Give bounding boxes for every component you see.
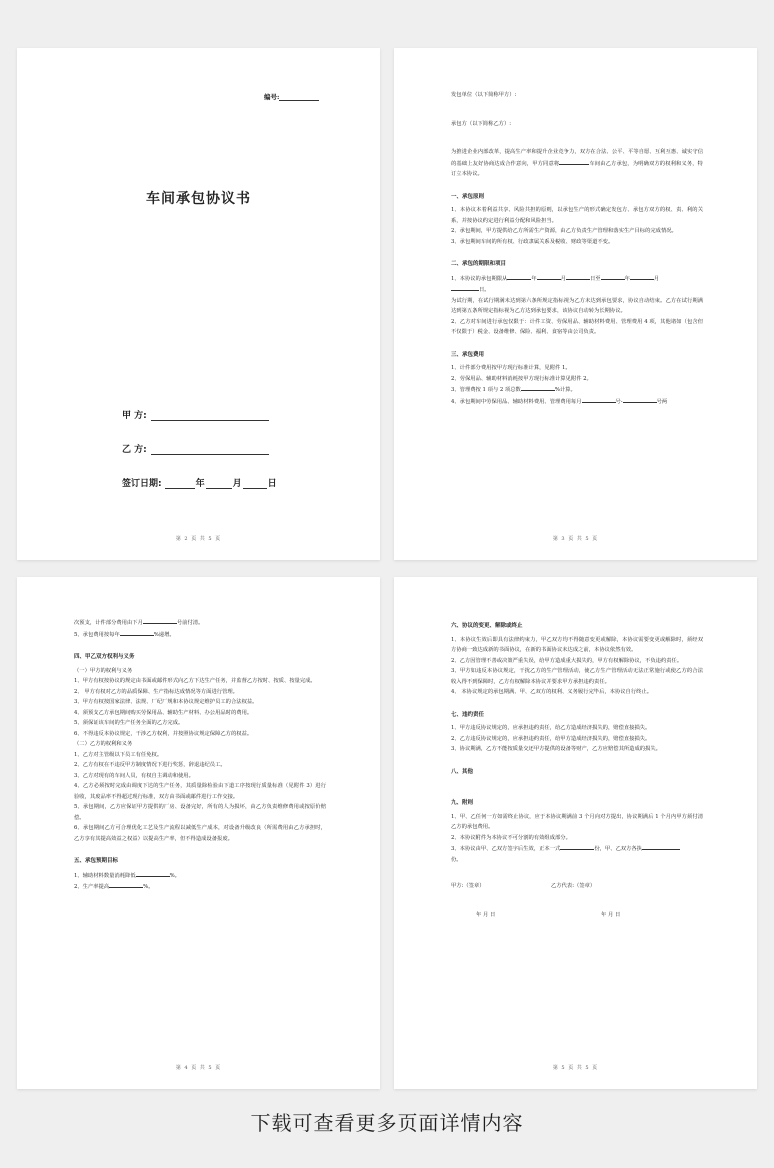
section-heading: 六、协议的变更、解除或终止 — [451, 623, 523, 629]
clause: 5、承包期间，乙方应保证甲方提供的厂房、设备完好，所有的人为损坏，由乙方负责维修费用或按原价赔偿。 — [74, 804, 326, 821]
clause: 3、协议期满，乙方不能按质量交还甲方提供的设备等财产，乙方应赔偿其所造成的损失。 — [451, 746, 661, 752]
clause: 2、乙方违反协议规定的，应承担违约责任，给甲方造成经济损失的，赔偿直接损失。 — [451, 735, 651, 742]
clause: 次预支，计件部分费用由下月 号前付清。 — [74, 617, 326, 629]
clause: 2、生产率提高 %。 — [74, 881, 326, 893]
clause: 1、本协议生效后即具有法律约束力，甲乙双方均不得随意变更或解除，本协议需要变更或解除时，须经双方协商一致达成新的书面协议，在新的书面协议未达成之前，本协议依然有效。 — [451, 636, 703, 653]
document-title: 车间承包协议书 — [146, 191, 251, 207]
clause: 2、乙方有权在不违反甲方制度情况下进行奖惩，辞退违纪员工。 — [74, 762, 226, 768]
page-content — [451, 90, 703, 407]
page-footer: 第 3 页 共 5 页 — [552, 536, 599, 542]
clause: 2、乙方因管理不善或决策严重失误，给甲方造成重大损失的，甲方有权解除协议，不负违约责任。 — [451, 657, 683, 664]
clause: 3、甲方有权按国家法律、法规、厂纪厂规和本协议规定维护员工的合法权益。 — [74, 699, 258, 705]
clause: 1、本协议的承包期限从 年 月 日至 年 月 日。 — [451, 273, 703, 296]
clause: 4、须预支乙方承包期间购买劳保用品、辅助生产材料、办公用品时的费用。 — [74, 709, 253, 716]
document-page-3 — [394, 48, 757, 560]
clause: 1、计件部分费用按甲方现行标准计算，见附件 1。 — [451, 365, 571, 371]
clause: 1、辅助材料数量消耗降低 %。 — [74, 870, 326, 882]
code-field — [264, 92, 319, 101]
clause: 4、 本协议规定的承包期满、甲、乙双方的权利、义务履行完毕后，本协议自行终止。 — [451, 689, 653, 695]
sign-date-label: 签订日期: — [122, 479, 162, 489]
subsection-heading: （二）乙方的权利和义务 — [74, 741, 133, 747]
signature-date-row — [451, 910, 703, 921]
clause: 3、乙方对现有的车间人员，有权自主调动和使用。 — [74, 772, 194, 779]
clause: 1、乙方对主管级以下员工有任免权。 — [74, 751, 163, 758]
document-page-4 — [17, 577, 380, 1089]
section-heading: 四、甲乙双方权利与义务 — [74, 654, 135, 660]
contractee-line: 承包方（以下简称乙方）: — [451, 120, 512, 127]
subsection-heading: （一）甲方的权利与义务 — [74, 667, 133, 674]
party-a-blank — [151, 410, 269, 421]
clause: 为试行期，在试行期满未达到第六条所规定指标视为乙方未达到承包要求，协议自动结束。乙方在试行期满达到第五条所规定指标视为乙方达到承包要求，该协议自动转为长期协议。 — [451, 297, 703, 314]
page-footer: 第 4 页 共 5 页 — [175, 1065, 222, 1071]
party-b-date: 年 月 日 — [601, 911, 621, 918]
section-heading: 二、承包的期限和项目 — [451, 261, 507, 267]
section-heading: 一、承包原则 — [451, 193, 485, 200]
page-footer: 第 5 页 共 5 页 — [552, 1065, 599, 1071]
clause: 2、 甲方有权对乙方的品质保障、生产指标达成情况等方面进行管理。 — [74, 688, 238, 695]
clause: 2、承包期间，甲方提供给乙方所需生产资源，由乙方负责生产管理和落实生产目标的完成情况。 — [451, 228, 677, 234]
party-a-field — [122, 408, 269, 421]
intro-paragraph: 为推进企业内部改革，提高生产率和提升企业竞争力，双方在合法、公平、平等自愿、互利互惠、诚实守信的基础上友好协商达成合作意向，甲方同意将 车间由乙方承包，为明确双方的权利和义务，特订立本协议。 — [451, 149, 703, 177]
section-heading: 七、违约责任 — [451, 711, 485, 718]
clause: 2、乙方对车间进行承包仅限于：计件工资、劳保用品、辅助材料费用、管理费用 4 项，其他诸如（包含但不仅限于）税金、设备维修、保险、福利、食宿等由公司负责。 — [451, 318, 703, 335]
code-blank — [279, 93, 319, 101]
download-caption: 下载可查看更多页面详情内容 — [250, 1111, 524, 1135]
document-page-5 — [394, 577, 757, 1089]
section-heading: 五、承包预期目标 — [74, 858, 119, 864]
page-content — [451, 617, 703, 920]
party-b-field — [122, 442, 269, 455]
party-b-blank — [151, 444, 269, 455]
party-b-signature: 乙方代表:（签章） — [551, 883, 596, 889]
clause: 1、本协议本着利益共享、风险共担的原则，以承包生产的形式确定发包方、承包方双方的权、责、利的关系，并按协议约定进行利益分配和风险担当。 — [451, 207, 703, 224]
page-footer: 第 2 页 共 5 页 — [175, 536, 222, 542]
party-a-label: 甲 方: — [122, 411, 147, 421]
clause: 4、乙方必须按时完成由调度下达的生产任务，其质量除检验由下道工序按现行质量标准（见附件 3）进行验收，其废品率不得超过现行标准，双方由书面或邮件进行工作交接。 — [74, 783, 326, 800]
clause: 6、承包期间乙方可合理优化工艺及生产流程以减低生产成本，对设备升级改良（所需费用由乙方承担时，乙方享有其提高效益之权益）以提高生产率，但不得造成设备报废。 — [74, 825, 326, 842]
party-a-signature: 甲方:（签章） — [451, 883, 485, 889]
clause: 3、本协议由甲、乙双方签字后生效，正本一式 份，甲、乙双方各执 份。 — [451, 843, 703, 865]
section-heading: 九、附则 — [451, 800, 474, 806]
clause: 5、须保证该车间的生产任务全面的乙方完成。 — [74, 720, 184, 726]
cover-page — [17, 48, 380, 560]
clause: 3、甲方如违反本协议规定，干扰乙方的生产管理活动，使乙方生产管理活动无法正常施行或使乙方的合法收入得不到保障时，乙方有权解除本协议并要求甲方承担违约责任。 — [451, 668, 703, 685]
clause: 1、甲方有权按协议的规定由书面或邮件形式向乙方下达生产任务，并监督乙方按时、按质、按量完成。 — [74, 678, 316, 684]
clause: 6、不得违反本协议规定，干涉乙方权利，并按照协议规定保障乙方的权益。 — [74, 730, 253, 737]
clause: 4、承包期间中劳保用品、辅助材料费用、管理费用每月 号- 号两 — [451, 396, 703, 408]
clause: 2、本协议附件为本协议不可分割的有效组成部分。 — [451, 834, 571, 841]
sign-date-field: 签订日期: 年 月 日 — [122, 476, 278, 489]
signature-row — [451, 881, 703, 892]
section-heading: 三、承包费用 — [451, 351, 485, 358]
clause: 1、甲方违反协议规定的，应承担违约责任，给乙方造成经济损失的，赔偿直接损失。 — [451, 725, 651, 731]
section-heading: 八、其他 — [451, 768, 474, 775]
page-content — [74, 617, 326, 893]
party-b-label: 乙 方: — [122, 445, 147, 455]
clause: 3、管理费按 1 项与 2 项总数 %计算。 — [451, 384, 703, 396]
clause: 5、承包费用按每年 %递增。 — [74, 629, 326, 641]
clause: 1、甲、乙任何一方如需终止协议，应于本协议期满前 3 个月向对方提出，协议期满后 1 个月内甲方须付清乙方的承包费用。 — [451, 813, 703, 830]
clause: 3、承包期间车间的所有权、行政隶属关系及税收、财政等渠道不变。 — [451, 238, 614, 245]
clause: 2、劳保用品、辅助材料消耗按甲方现行标准计算见附件 2。 — [451, 375, 592, 382]
party-a-date: 年 月 日 — [476, 911, 496, 918]
code-label: 编号: — [264, 93, 280, 101]
contractor-line: 发包单位（以下简称甲方）: — [451, 92, 517, 98]
